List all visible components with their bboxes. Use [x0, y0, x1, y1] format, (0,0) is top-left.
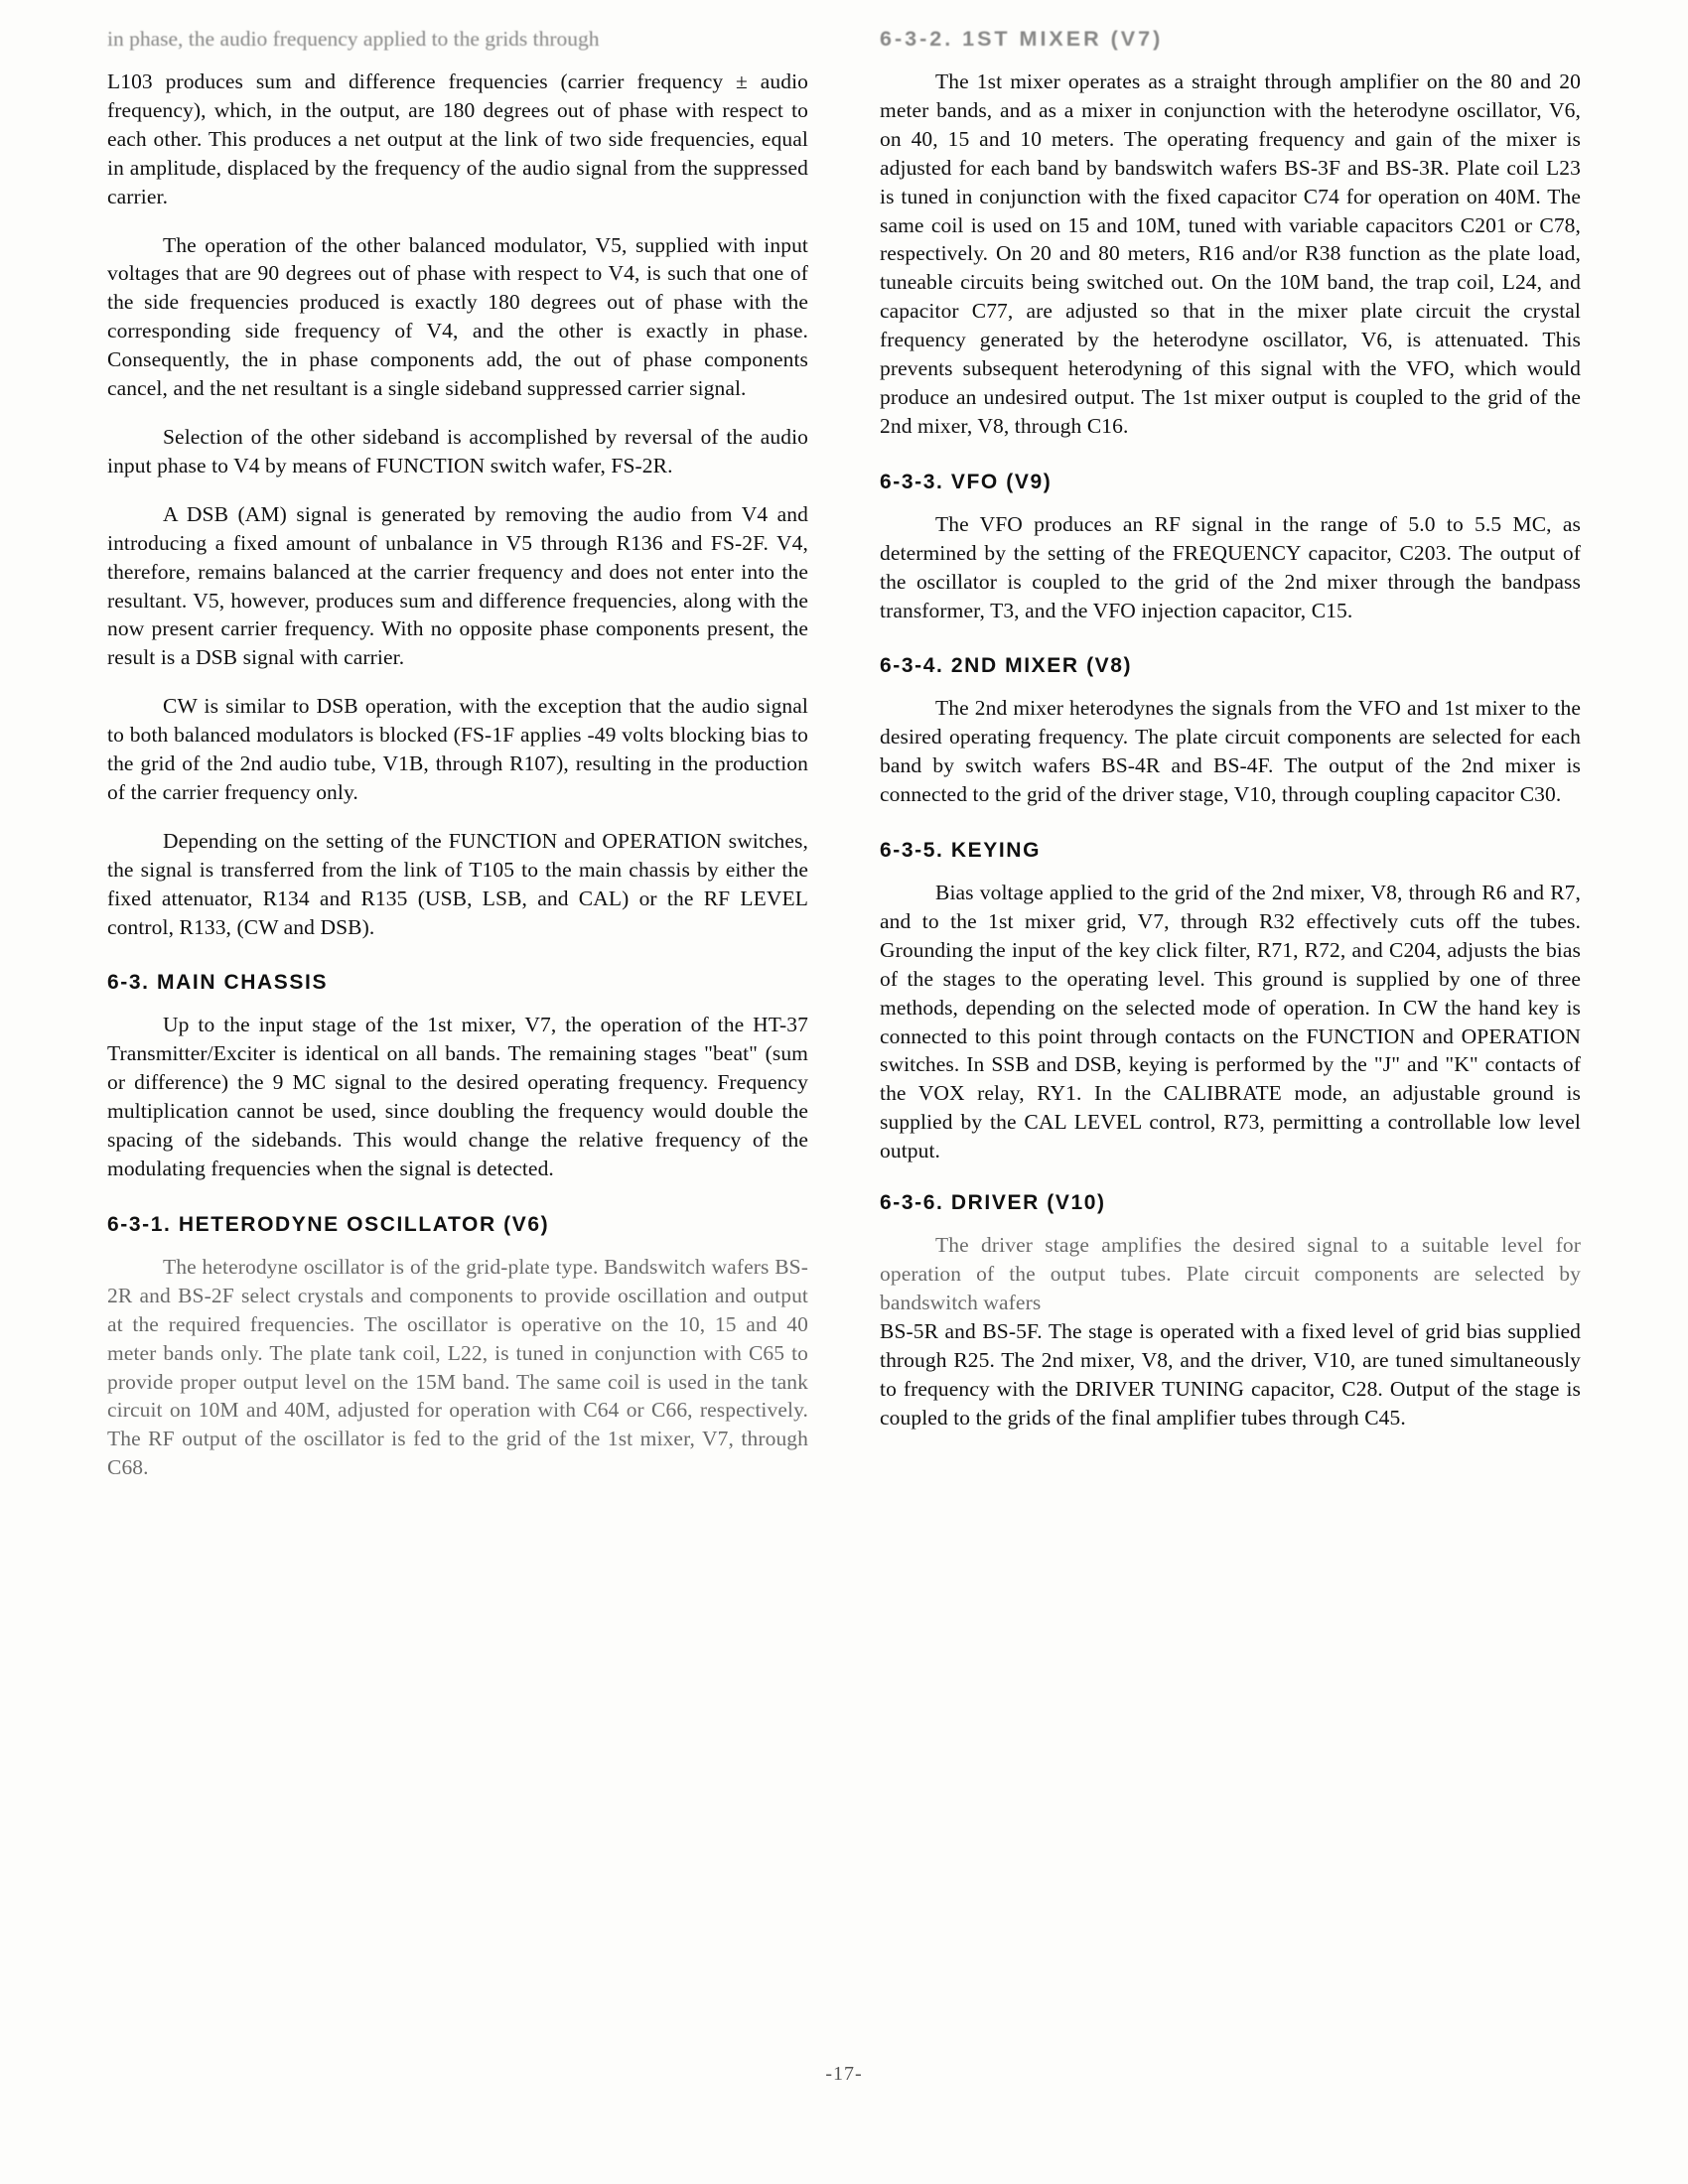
- paragraph-main-chassis: Up to the input stage of the 1st mixer, V7, the operation of the HT-37 Transmitter/Exciter is identical on all bands. The remaining stages "beat" (sum or difference) the 9 MC signal to the desired operating frequency. Frequency multiplication cannot be used, since doubling the frequency would double the spacing of the sidebands. This would change the relative frequency of the modulating frequencies when the signal is detected.: [107, 1013, 808, 1180]
- paragraph-driver: BS-5R and BS-5F. The stage is operated with a fixed level of grid bias supplied through R25. The 2nd mixer, V8, and the driver, V10, are tuned simultaneously to frequency with the DRIVER TUNING capacitor, C28. Output of the stage is coupled to the grids of the final amplifier tubes through C45.: [880, 1318, 1581, 1430]
- two-column-body: [107, 27, 1587, 2045]
- paragraph-driver-faded: The driver stage amplifies the desired signal to a suitable level for operation of the output tubes. Plate circuit components are selected by bandswitch wafers: [880, 1233, 1581, 1314]
- clipped-top-line: [107, 27, 808, 66]
- page-number: -17-: [825, 2063, 863, 2085]
- right-column: [880, 27, 1581, 2045]
- heading-2nd-mixer: 6-3-4. 2ND MIXER (V8): [880, 654, 1133, 678]
- paragraph-2nd-mixer: The 2nd mixer heterodynes the signals from the VFO and 1st mixer to the desired operating frequency. The plate circuit components are selected for each band by switch wafers BS-4R and BS-4F. The output of the 2nd mixer is connected to the grid of the driver stage, V10, through coupling capacitor C30.: [880, 696, 1581, 807]
- left-column: [107, 27, 808, 2045]
- paragraph-l2: The operation of the other balanced modulator, V5, supplied with input voltages that are 90 degrees out of phase with respect to V4, is such that one of the side frequencies produced is exactly 180 degrees out of phase with the corresponding side frequency of V4, and the other is exactly in phase. Consequently, the in phase components add, the out of phase components cancel, and the net resultant is a single sideband suppressed carrier signal.: [107, 232, 808, 401]
- clipped-top-heading: [880, 27, 1581, 66]
- clipped-top-heading-text: 6-3-2. 1ST MIXER (V7): [880, 27, 1164, 51]
- heading-driver: 6-3-6. DRIVER (V10): [880, 1191, 1106, 1215]
- paragraph-l4: A DSB (AM) signal is generated by removing the audio from V4 and introducing a fixed amount of unbalance in V5 through R136 and FS-2F. V4, therefore, remains balanced at the carrier frequency and does not enter into the resultant. V5, however, produces sum and difference frequencies, along with the now present carrier frequency. With no opposite phase components present, the result is a DSB signal with carrier.: [107, 501, 808, 670]
- paragraph-l5: CW is similar to DSB operation, with the exception that the audio signal to both balanced modulators is blocked (FS-1F applies -49 volts blocking bias to the grid of the 2nd audio tube, V1B, through R107), resulting in the production of the carrier frequency only.: [107, 694, 808, 804]
- heading-heterodyne-oscillator: 6-3-1. HETERODYNE OSCILLATOR (V6): [107, 1212, 550, 1236]
- paragraph-1st-mixer: The 1st mixer operates as a straight through amplifier on the 80 and 20 meter bands, and as a mixer in conjunction with the heterodyne oscillator, V6, on 40, 15 and 10 meters. The operating frequency and gain of the mixer is adjusted for each band by bandswitch wafers BS-3F and BS-3R. Plate coil L23 is tuned in conjunction with the fixed capacitor C74 for operation on 40M. The same coil is used on 15 and 10M, tuned with variable capacitors C201 or C78, respectively. On 20 and 80 meters, R16 and/or R38 function as the plate load, tuneable circuits being switched out. On the 10M band, the trap coil, L24, and capacitor C77, are adjusted so that in the mixer plate circuit the crystal frequency generated by the heterodyne oscillator, V6, is attenuated. This prevents subsequent heterodyning of this signal with the VFO, which would produce an undesired output. The 1st mixer output is coupled to the grid of the 2nd mixer, V8, through C16.: [880, 69, 1581, 438]
- paragraph-heterodyne-oscillator: The heterodyne oscillator is of the grid-plate type. Bandswitch wafers BS-2R and BS-2F select crystals and components to provide oscillation and output at the required frequencies. The oscillator is operative on the 10, 15 and 40 meter bands only. The plate tank coil, L22, is tuned in conjunction with C65 to provide proper output level on the 15M band. The same coil is used in the tank circuit on 10M and 40M, adjusted for operation with C64 or C66, respectively. The RF output of the oscillator is fed to the grid of the 1st mixer, V7, through C68.: [107, 1254, 808, 1480]
- paragraph-keying: Bias voltage applied to the grid of the 2nd mixer, V8, through R6 and R7, and to the 1st mixer grid, V7, through R32 effectively cuts off the tubes. Grounding the input of the key click filter, R71, R72, and C204, adjusts the bias of the stages to the operating level. This ground is supplied by one of three methods, depending on the selected mode of operation. In CW the hand key is connected to this point through contacts on the FUNCTION and OPERATION switches. In SSB and DSB, keying is performed by the "J" and "K" contacts of the VOX relay, RY1. In the CALIBRATE mode, an adjustable ground is supplied by the CAL LEVEL control, R73, permitting a controllable low level output.: [880, 881, 1581, 1163]
- heading-keying: 6-3-5. KEYING: [880, 839, 1042, 863]
- paragraph-l3: Selection of the other sideband is accomplished by reversal of the audio input phase to V4 by means of FUNCTION switch wafer, FS-2R.: [107, 424, 808, 478]
- paragraph-l6: Depending on the setting of the FUNCTION and OPERATION switches, the signal is transferred from the link of T105 to the main chassis by either the fixed attenuator, R134 and R135 (USB, LSB, and CAL) or the RF LEVEL control, R133, (CW and DSB).: [107, 828, 808, 939]
- heading-main-chassis: 6-3. MAIN CHASSIS: [107, 971, 329, 995]
- paragraph-l1: L103 produces sum and difference frequencies (carrier frequency ± audio frequency), which, in the output, are 180 degrees out of phase with respect to each other. This produces a net output at the link of two side frequencies, equal in amplitude, displaced by the frequency of the audio signal from the suppressed carrier.: [107, 69, 808, 208]
- heading-vfo: 6-3-3. VFO (V9): [880, 470, 1053, 493]
- clipped-top-line-text: in phase, the audio frequency applied to the grids through: [107, 27, 600, 51]
- paragraph-vfo: The VFO produces an RF signal in the range of 5.0 to 5.5 MC, as determined by the setting of the FREQUENCY capacitor, C203. The output of the oscillator is coupled to the grid of the 2nd mixer through the bandpass transformer, T3, and the VFO injection capacitor, C15.: [880, 511, 1581, 622]
